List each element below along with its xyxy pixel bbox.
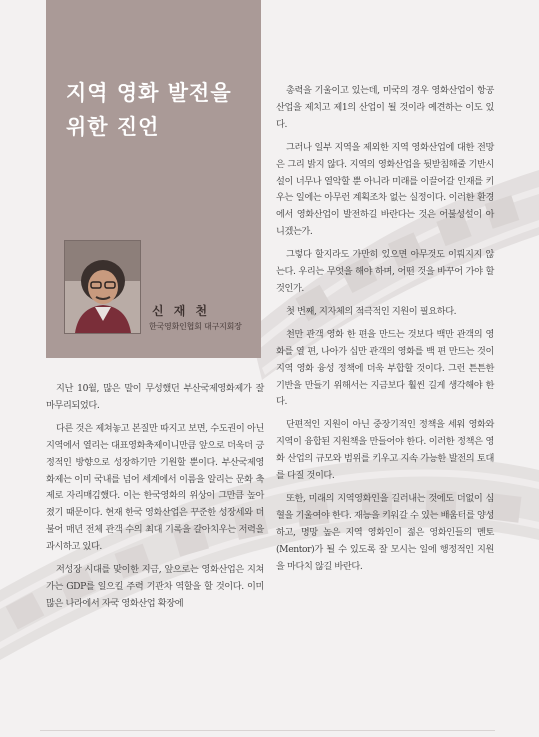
paragraph: 다른 것은 제쳐놓고 본질만 따지고 보면, 수도권이 아닌 지역에서 열리는 대표영화축제이니만큼 앞으로 더욱더 긍정적인 방향으로 성장하기만 기원할 뿐이다. 부산국제영화제는 이미 국내를 넘어 세계에서 이름을 알리는 문화 축제로 자리매김했다. 이는 한국영화의 위상이 그만큼 높아졌기 때문이다. 현재 한국 영화산업은 꾸준한 성장세와 더불어 매년 전체 관객 수의 최대 기록을 갈아치우는 저력을 과시하고 있다.	[46, 422, 264, 553]
left-column	[46, 381, 264, 619]
author-name: 신 재 천	[152, 304, 211, 318]
paragraph: 단편적인 지원이 아닌 중장기적인 정책을 세워 영화와 지역이 융합된 지원책을 만들어야 한다. 이러한 정책은 영화 산업의 규모와 범위를 키우고 지속 가능한 발전의 토대를 다질 것이다.	[276, 419, 494, 482]
title-panel	[46, 0, 261, 358]
paragraph: 저성장 시대를 맞이한 지금, 앞으로는 영화산업은 지쳐가는 GDP를 일으킬 주력 기관차 역할을 할 것이다. 이미 많은 나라에서 자국 영화산업 확장에	[46, 564, 264, 609]
author-portrait	[64, 240, 141, 334]
paragraph: 총력을 기울이고 있는데, 미국의 경우 영화산업이 항공 산업을 제치고 제1의 산업이 될 것이라 예견하는 이도 있다.	[276, 85, 494, 130]
paragraph: 지난 10월, 많은 말이 무성했던 부산국제영화제가 잘 마무리되었다.	[46, 383, 264, 411]
bottom-divider	[40, 730, 495, 731]
author-affiliation: 한국영화인협회 대구지회장	[149, 322, 242, 331]
paragraph: 그러나 일부 지역을 제외한 지역 영화산업에 대한 전망은 그리 밝지 않다. 지역의 영화산업을 뒷받침해줄 기반시설이 너무나 열악할 뿐 아니라 미래를 이끌어갈 인재를 키우는 일에는 아무런 계획조차 없는 실정이다. 이러한 환경에서 영화산업이 발전하길 바란다는 것은 어불성설이 아니겠는가.	[276, 141, 494, 238]
right-column	[276, 83, 494, 581]
paragraph: 천만 관객 영화 한 편을 만드는 것보다 백만 관객의 영화를 열 편, 나아가 십만 관객의 영화를 백 편 만드는 것이 지역 영화 융성 정책에 더욱 부합할 것이다. 그런 튼튼한 기반을 만들기 위해서는 지금보다 훨씬 길게 생각해야 한다.	[276, 328, 494, 408]
paragraph: 그렇다 할지라도 가만히 있으면 아무것도 이뤄지지 않는다. 우리는 무엇을 해야 하며, 어떤 것을 바꾸어 가야 할 것인가.	[276, 249, 494, 294]
paragraph: 첫 번째, 지자체의 적극적인 지원이 필요하다.	[286, 305, 457, 317]
article-title: 지역 영화 발전을 위한 진언	[66, 81, 232, 139]
paragraph: 또한, 미래의 지역영화인을 길러내는 것에도 더없이 심혈을 기울여야 한다. 재능을 키워갈 수 있는 배움터를 양성하고, 명망 높은 지역 영화인이 젊은 영화인들의 멘토(Mentor)가 될 수 있도록 잘 모시는 일에 행정적인 지원을 마다치 않길 바란다.	[276, 492, 494, 572]
